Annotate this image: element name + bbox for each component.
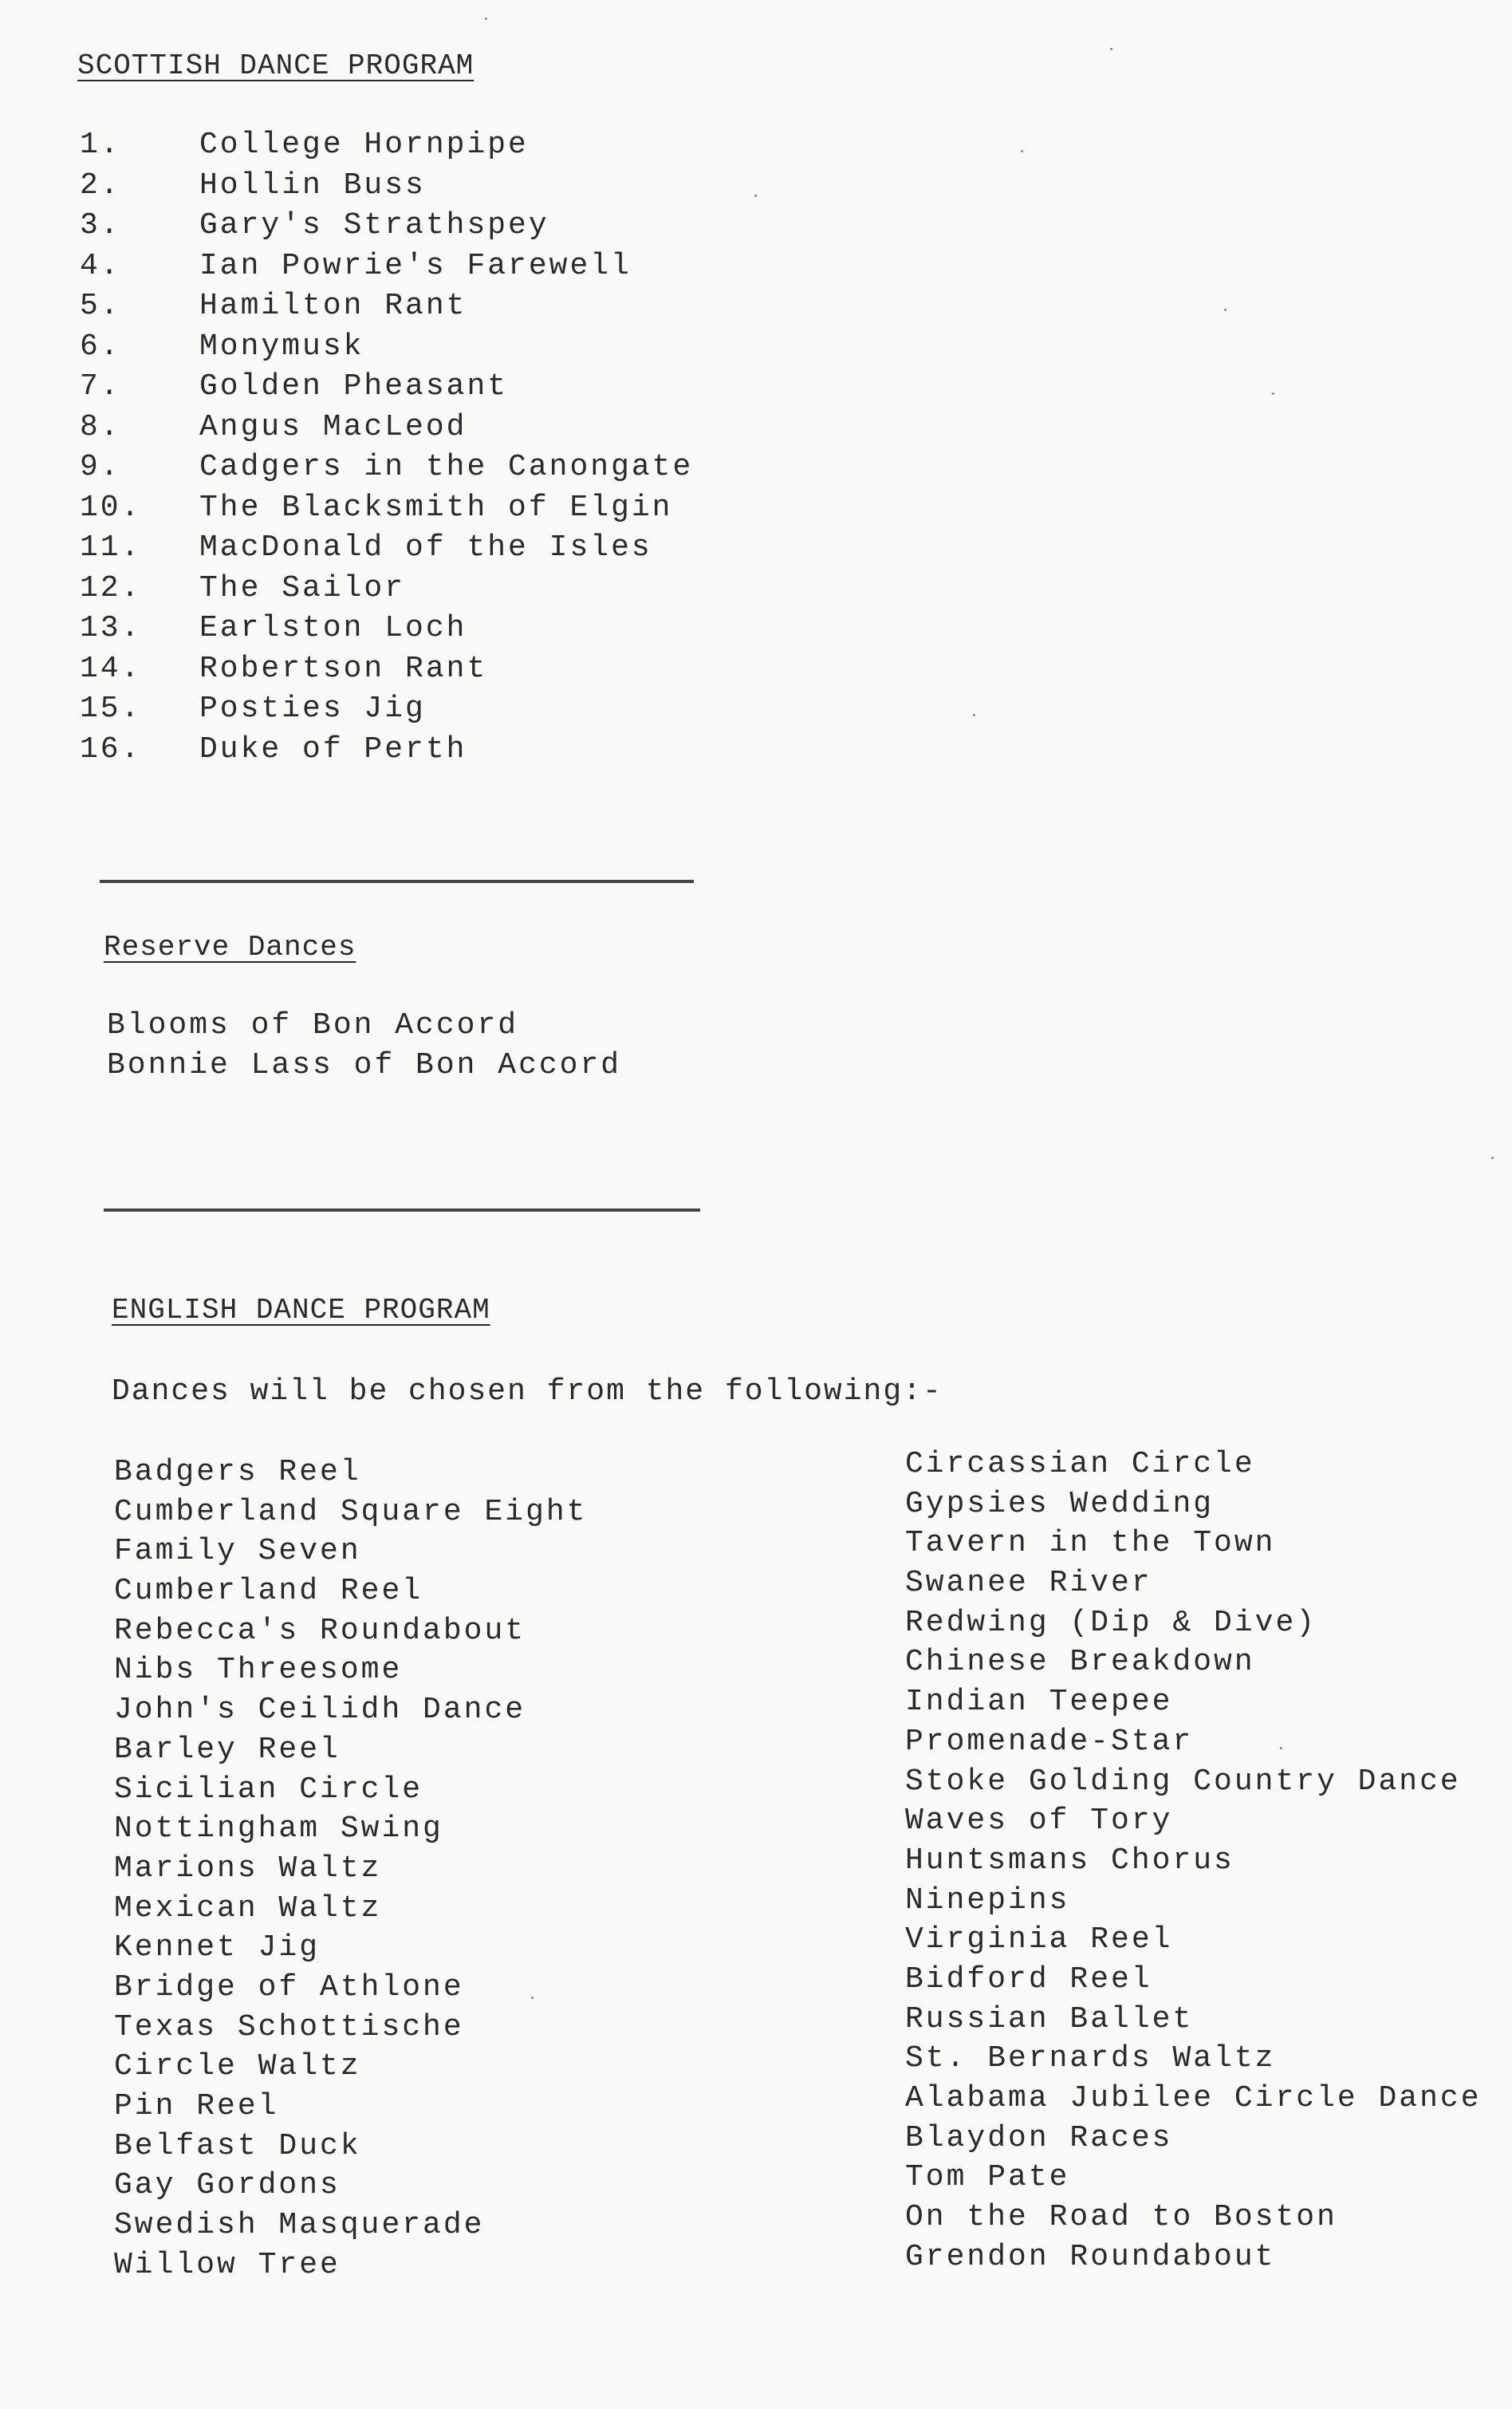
dance-number: 8. — [80, 409, 121, 444]
scottish-dance-item — [80, 168, 693, 209]
scottish-dance-item — [80, 369, 693, 410]
english-dance-item: Circle Waltz — [114, 2049, 361, 2084]
dance-number: 11. — [80, 530, 142, 565]
english-dance-item: Virginia Reel — [905, 1922, 1173, 1958]
dance-number: 13. — [80, 611, 142, 645]
english-dance-item: John's Ceilidh Dance — [114, 1693, 526, 1728]
english-dance-item: Family Seven — [114, 1534, 361, 1569]
dance-number: 5. — [80, 289, 121, 323]
scan-speck — [485, 18, 487, 20]
scan-speck — [1110, 48, 1112, 50]
english-dance-item: Willow Tree — [114, 2247, 341, 2282]
scottish-dance-item — [80, 692, 693, 732]
dance-name: Golden Pheasant — [199, 369, 509, 404]
dance-name: The Blacksmith of Elgin — [199, 490, 673, 525]
reserve-dance-item: Bonnie Lass of Bon Accord — [107, 1048, 622, 1082]
reserve-dance-list — [107, 1008, 621, 1088]
english-dance-item: Promenade-Star — [905, 1724, 1194, 1759]
dance-name: Cadgers in the Canongate — [199, 450, 694, 484]
english-dance-item: Chinese Breakdown — [905, 1645, 1255, 1680]
dance-number: 4. — [80, 248, 121, 283]
dance-number: 7. — [80, 369, 121, 404]
english-dance-item: Badgers Reel — [114, 1455, 361, 1489]
dance-number: 3. — [80, 208, 121, 242]
english-dance-column-right — [905, 1447, 1482, 2279]
scan-speck — [1280, 1747, 1282, 1749]
scan-speck — [1021, 150, 1023, 152]
english-dance-item: Bidford Reel — [905, 1962, 1152, 1997]
english-dance-item: Tom Pate — [905, 2160, 1070, 2195]
english-dance-item: Swanee River — [905, 1566, 1152, 1601]
english-dance-item: Bridge of Athlone — [114, 1969, 464, 2005]
english-dance-item: Redwing (Dip & Dive) — [905, 1605, 1317, 1640]
scan-speck — [754, 195, 757, 197]
dance-number: 12. — [80, 570, 142, 605]
dance-number: 16. — [80, 731, 142, 767]
english-dance-item: Belfast Duck — [114, 2128, 361, 2163]
english-dance-item: Ninepins — [905, 1883, 1070, 1918]
english-dance-item: Texas Schottische — [114, 2009, 464, 2044]
scottish-dance-item — [80, 329, 693, 370]
english-dance-item: Tavern in the Town — [905, 1526, 1276, 1561]
scottish-dance-item — [80, 410, 693, 451]
dance-number: 15. — [80, 692, 142, 726]
scottish-program-title: SCOTTISH DANCE PROGRAM — [77, 49, 474, 82]
scan-speck — [973, 714, 975, 716]
dance-number: 9. — [80, 450, 121, 484]
english-dance-item: On the Road to Boston — [905, 2200, 1337, 2235]
english-dance-item: Marions Waltz — [114, 1851, 382, 1886]
scottish-dance-item — [80, 732, 693, 773]
english-dance-item: St. Bernards Waltz — [905, 2041, 1276, 2076]
english-dance-item: Indian Teepee — [905, 1685, 1173, 1720]
reserve-dance-item: Blooms of Bon Accord — [107, 1008, 519, 1043]
scottish-dance-item — [80, 611, 693, 652]
english-dance-item: Cumberland Square Eight — [114, 1494, 588, 1529]
scottish-dance-item — [80, 128, 693, 168]
dance-number: 1. — [80, 128, 121, 162]
dance-name: College Hornpipe — [199, 128, 529, 162]
dance-name: Monymusk — [199, 329, 364, 364]
scottish-dance-item — [80, 450, 693, 491]
scottish-dance-item — [80, 208, 693, 249]
english-dance-item: Grendon Roundabout — [905, 2239, 1276, 2274]
english-dance-item: Gypsies Wedding — [905, 1486, 1215, 1521]
english-dance-item: Russian Ballet — [905, 2001, 1194, 2036]
english-dance-item: Mexican Waltz — [114, 1891, 382, 1926]
english-dance-item: Waves of Tory — [905, 1804, 1173, 1839]
scan-speck — [1224, 309, 1227, 311]
dance-number: 2. — [80, 168, 121, 203]
dance-name: Hollin Buss — [199, 168, 426, 203]
dance-name: Robertson Rant — [199, 651, 488, 686]
divider-line — [104, 1208, 700, 1212]
dance-name: Duke of Perth — [199, 731, 467, 767]
scan-speck — [531, 1997, 534, 1999]
dance-name: Posties Jig — [199, 692, 426, 726]
english-dance-item: Nibs Threesome — [114, 1653, 403, 1688]
scottish-dance-item — [80, 289, 693, 329]
english-dance-item: Alabama Jubilee Circle Dance — [905, 2081, 1482, 2115]
english-dance-item: Stoke Golding Country Dance — [905, 1764, 1461, 1799]
dance-name: Earlston Loch — [199, 611, 467, 645]
scottish-dance-item — [80, 491, 693, 531]
english-dance-item: Nottingham Swing — [114, 1812, 443, 1847]
scottish-dance-item — [80, 652, 693, 692]
scottish-dance-item — [80, 571, 693, 612]
english-dance-item: Huntsmans Chorus — [905, 1843, 1234, 1878]
dance-name: MacDonald of the Isles — [199, 530, 652, 565]
reserve-dances-title: Reserve Dances — [104, 931, 356, 964]
english-dance-item: Swedish Masquerade — [114, 2208, 485, 2243]
english-dance-item: Gay Gordons — [114, 2168, 341, 2203]
scottish-dance-item — [80, 530, 693, 571]
scottish-dance-list — [80, 128, 693, 772]
scan-speck — [1272, 392, 1274, 395]
english-program-intro: Dances will be chosen from the following:- — [112, 1374, 943, 1409]
english-dance-item: Rebecca's Roundabout — [114, 1613, 526, 1648]
dance-name: The Sailor — [199, 570, 406, 605]
dance-name: Angus MacLeod — [199, 409, 467, 444]
divider-line — [100, 880, 694, 883]
english-dance-column-left — [114, 1455, 588, 2287]
english-dance-item: Pin Reel — [114, 2089, 279, 2123]
english-dance-item: Cumberland Reel — [114, 1574, 423, 1609]
dance-number: 10. — [80, 490, 142, 525]
english-program-title: ENGLISH DANCE PROGRAM — [112, 1294, 490, 1327]
scottish-dance-item — [80, 249, 693, 290]
scan-speck — [1491, 1157, 1494, 1159]
english-dance-item: Circassian Circle — [905, 1447, 1255, 1481]
english-dance-item: Barley Reel — [114, 1732, 341, 1767]
dance-name: Ian Powrie's Farewell — [199, 248, 632, 283]
dance-number: 14. — [80, 651, 142, 686]
dance-name: Hamilton Rant — [199, 289, 467, 323]
dance-number: 6. — [80, 329, 121, 364]
dance-name: Gary's Strathspey — [199, 208, 549, 242]
english-dance-item: Sicilian Circle — [114, 1772, 423, 1807]
english-dance-item: Kennet Jig — [114, 1930, 321, 1965]
english-dance-item: Blaydon Races — [905, 2120, 1173, 2155]
